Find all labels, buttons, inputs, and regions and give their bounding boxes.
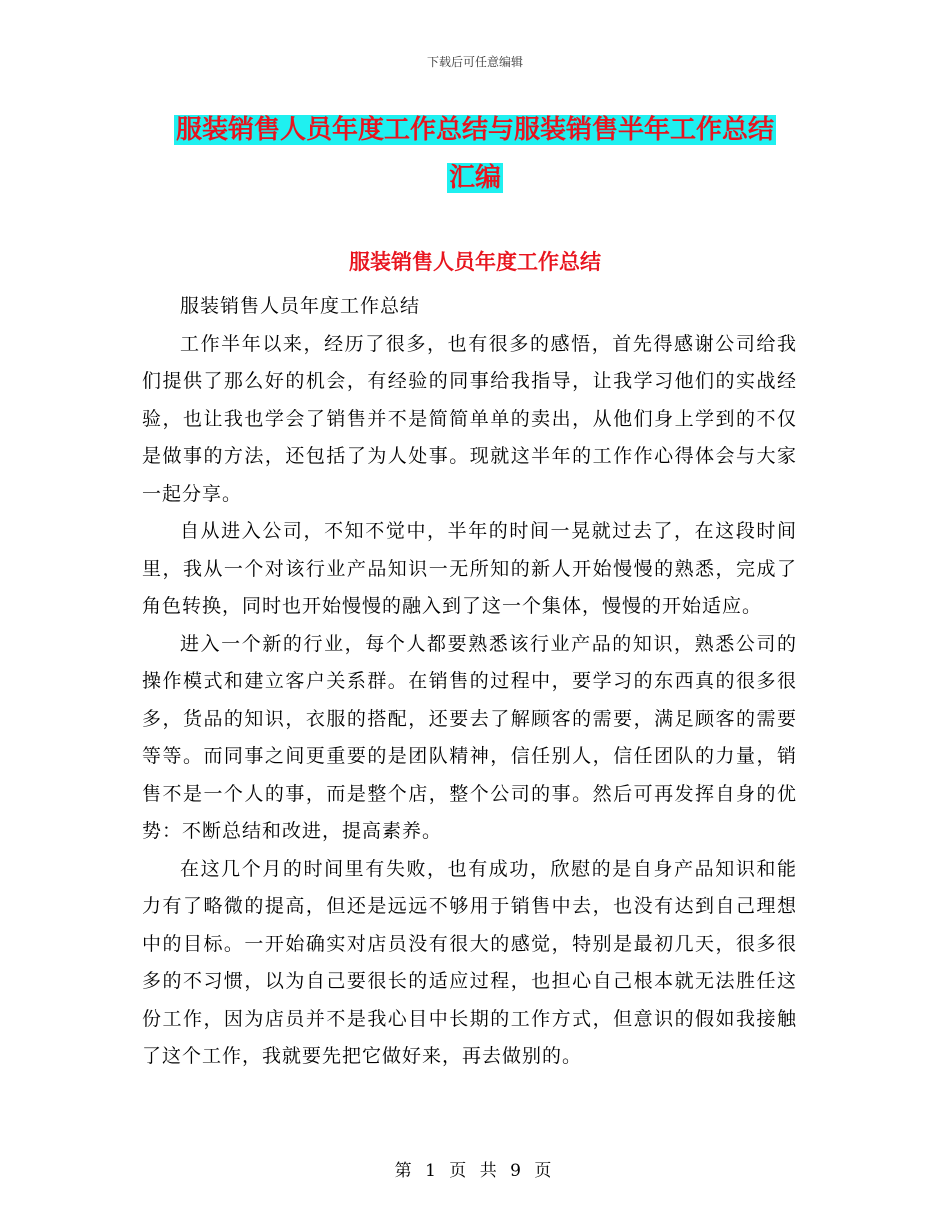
title-line-2: 汇编 <box>448 163 501 193</box>
paragraph-subtitle: 服装销售人员年度工作总结 <box>180 295 421 317</box>
section-title: 服装销售人员年度工作总结 <box>349 249 601 274</box>
paragraph: 在这几个月的时间里有失败，也有成功，欣慰的是自身产品知识和能力有了略微的提高，但还是远远不够用于销售中去，也没有达到自己理想中的目标。一开始确实对店员没有很大的感觉，特别是最初几天，很多很多的不习惯，以为自己要很长的适应过程，也担心自己根本就无法胜任这份工作，因为店员并不是我心目中长期的工作方式，但意识的假如我接触了这个工作，我就要先把它做好来，再去做别的。 <box>142 857 797 1067</box>
title-line-1: 服装销售人员年度工作总结与服装销售半年工作总结 <box>175 115 774 145</box>
body-text <box>142 288 797 1076</box>
page-number-footer: 第 1 页 共 9 页 <box>394 1161 556 1181</box>
paragraph: 工作半年以来，经历了很多，也有很多的感悟，首先得感谢公司给我们提供了那么好的机会，有经验的同事给我指导，让我学习他们的实战经验，也让我也学会了销售并不是简简单单的卖出，从他们身上学到的不仅是做事的方法，还包括了为人处事。现就这半年的工作作心得体会与大家一起分享。 <box>142 332 797 505</box>
document-title <box>0 106 950 202</box>
header-note: 下载后可任意编辑 <box>426 55 523 69</box>
paragraph: 进入一个新的行业，每个人都要熟悉该行业产品的知识，熟悉公司的操作模式和建立客户关系群。在销售的过程中，要学习的东西真的很多很多，货品的知识，衣服的搭配，还要去了解顾客的需要，满足顾客的需要等等。而同事之间更重要的是团队精神，信任别人，信任团队的力量，销售不是一个人的事，而是整个店，整个公司的事。然后可再发挥自身的优势：不断总结和改进，提高素养。 <box>142 632 797 842</box>
paragraph: 自从进入公司，不知不觉中，半年的时间一晃就过去了，在这段时间里，我从一个对该行业产品知识一无所知的新人开始慢慢的熟悉，完成了角色转换，同时也开始慢慢的融入到了这一个集体，慢慢的开始适应。 <box>142 520 797 617</box>
